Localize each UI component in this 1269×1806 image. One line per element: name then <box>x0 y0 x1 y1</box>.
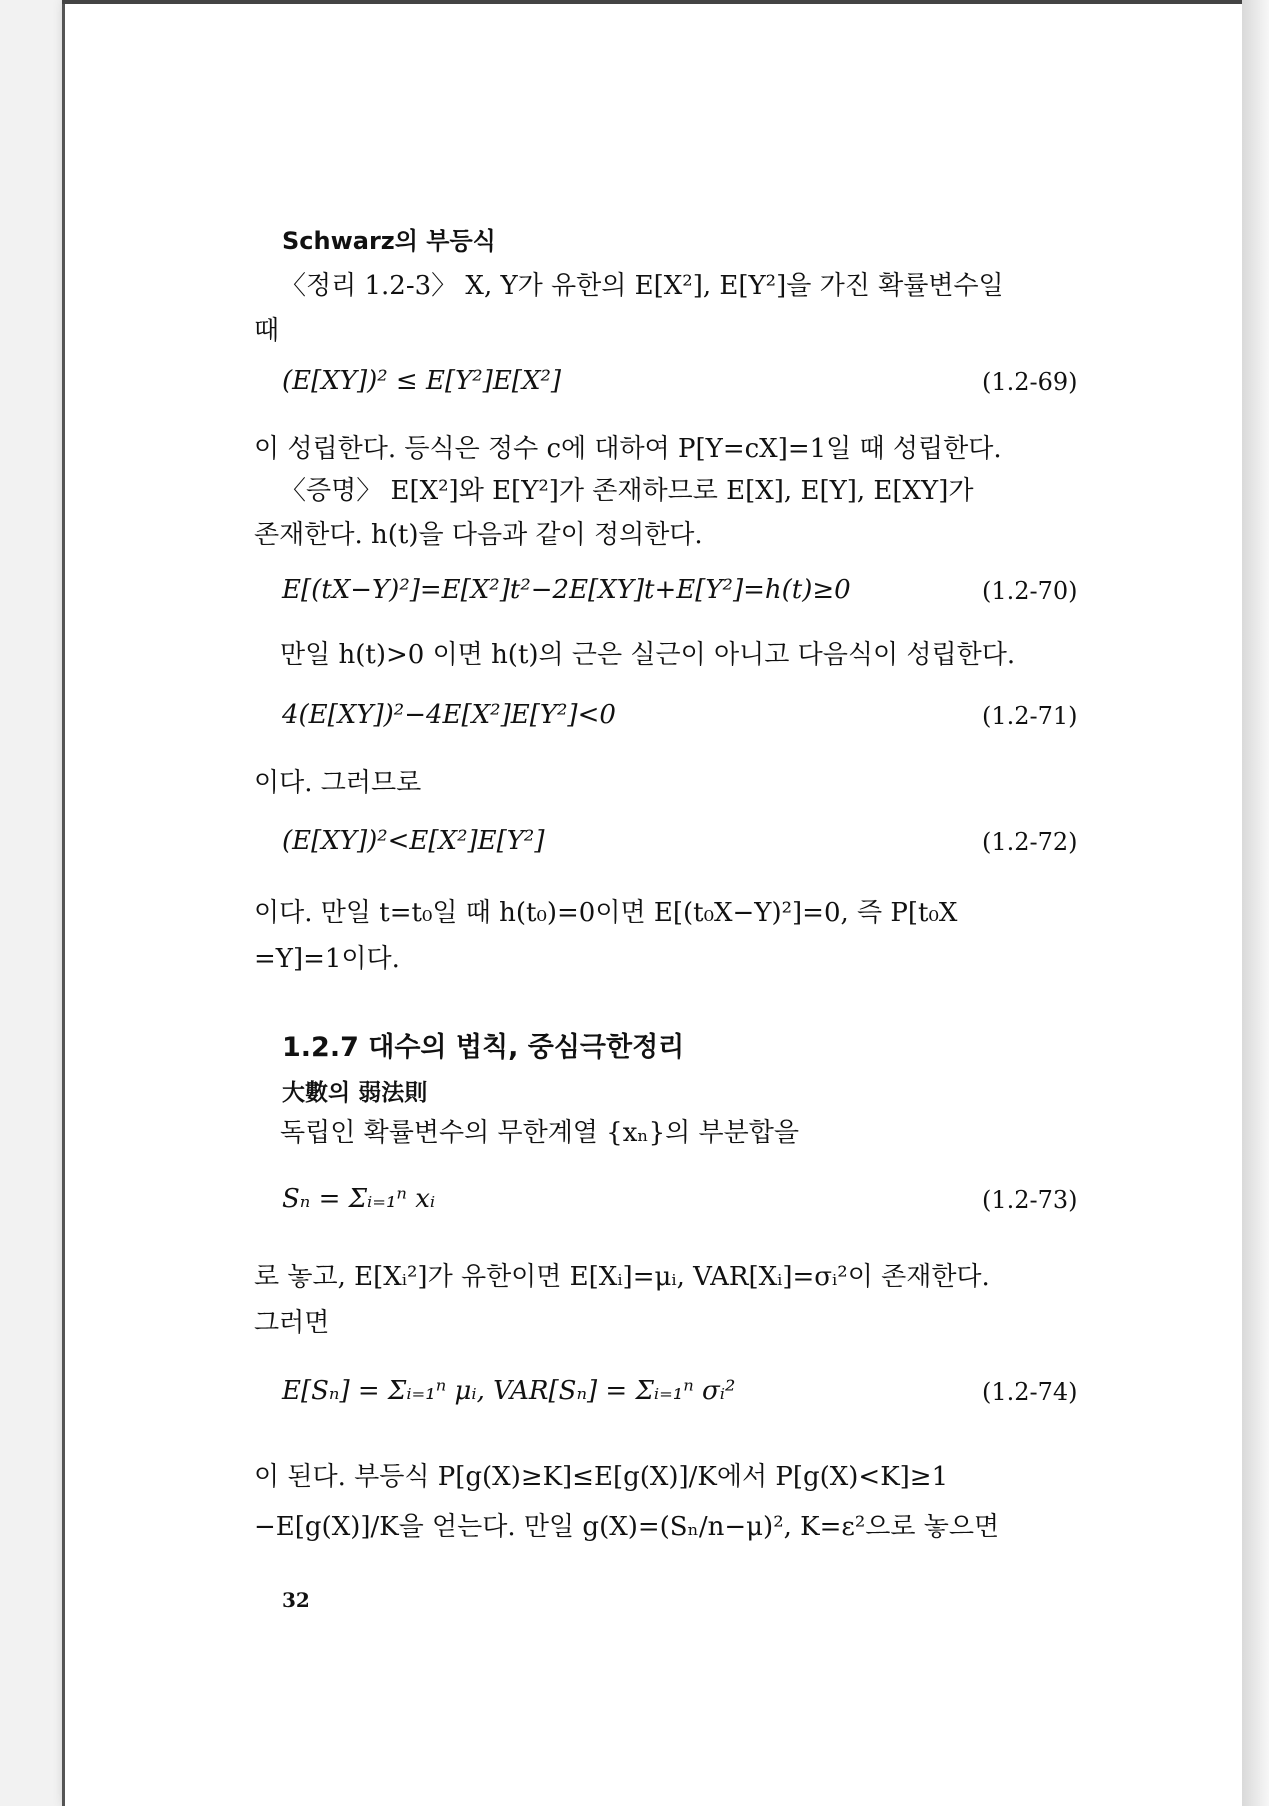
text-paragraph-6-line-2: 그러면 <box>254 1308 330 1338</box>
text-paragraph-7-line-1: 이 된다. 부등식 P[g(X)≥K]≤E[g(X)]/K에서 P[g(X)<K]≥1 <box>254 1462 949 1492</box>
text-paragraph-4-line-1: 이다. 만일 t=t₀일 때 h(t₀)=0이면 E[(t₀X−Y)²]=0, 즉 P[t₀X <box>254 898 958 928</box>
equation-number-71: (1.2-71) <box>982 702 1078 730</box>
text-paragraph-4-line-2: =Y]=1이다. <box>254 944 400 974</box>
text-paragraph-1: 이 성립한다. 등식은 정수 c에 대하여 P[Y=cX]=1일 때 성립한다. <box>254 434 1002 464</box>
subsection-title: 大數의 弱法則 <box>282 1080 428 1106</box>
equation-number-72: (1.2-72) <box>982 828 1078 856</box>
equation-number-73: (1.2-73) <box>982 1186 1078 1214</box>
equation-number-69: (1.2-69) <box>982 368 1078 396</box>
page-number: 32 <box>282 1588 310 1612</box>
theorem-line-1: 〈정리 1.2-3〉 X, Y가 유한의 E[X²], E[Y²]을 가진 확률변수일 <box>280 271 1004 301</box>
equation-1-2-74: E[Sₙ] = Σᵢ₌₁ⁿ μᵢ, VAR[Sₙ] = Σᵢ₌₁ⁿ σᵢ² <box>282 1376 736 1406</box>
equation-1-2-69: (E[XY])² ≤ E[Y²]E[X²] <box>282 366 562 396</box>
section-title: 1.2.7 대수의 법칙, 중심극한정리 <box>282 1032 685 1063</box>
equation-number-70: (1.2-70) <box>982 577 1078 605</box>
proof-line-2: 존재한다. h(t)을 다음과 같이 정의한다. <box>254 520 703 550</box>
text-paragraph-7-line-2: −E[g(X)]/K을 얻는다. 만일 g(X)=(Sₙ/n−μ)², K=ε²으로 놓으면 <box>254 1512 1000 1542</box>
text-paragraph-3: 이다. 그러므로 <box>254 768 422 798</box>
equation-1-2-70: E[(tX−Y)²]=E[X²]t²−2E[XY]t+E[Y²]=h(t)≥0 <box>282 575 851 605</box>
equation-number-74: (1.2-74) <box>982 1378 1078 1406</box>
theorem-line-2: 때 <box>254 316 280 346</box>
equation-1-2-73: Sₙ = Σᵢ₌₁ⁿ xᵢ <box>282 1184 436 1214</box>
heading-schwarz: Schwarz의 부등식 <box>282 227 496 255</box>
text-paragraph-5: 독립인 확률변수의 무한계열 {xₙ}의 부분합을 <box>280 1118 800 1148</box>
equation-1-2-72: (E[XY])²<E[X²]E[Y²] <box>282 826 545 856</box>
page-top-edge <box>62 0 1242 4</box>
proof-line-1: 〈증명〉 E[X²]와 E[Y²]가 존재하므로 E[X], E[Y], E[XY]가 <box>280 476 974 506</box>
page-shadow-strip <box>1242 0 1269 1806</box>
equation-1-2-71: 4(E[XY])²−4E[X²]E[Y²]<0 <box>282 700 616 730</box>
text-paragraph-6-line-1: 로 놓고, E[Xᵢ²]가 유한이면 E[Xᵢ]=μᵢ, VAR[Xᵢ]=σᵢ²이 존재한다. <box>254 1262 990 1292</box>
text-paragraph-2: 만일 h(t)>0 이면 h(t)의 근은 실근이 아니고 다음식이 성립한다. <box>280 640 1016 670</box>
